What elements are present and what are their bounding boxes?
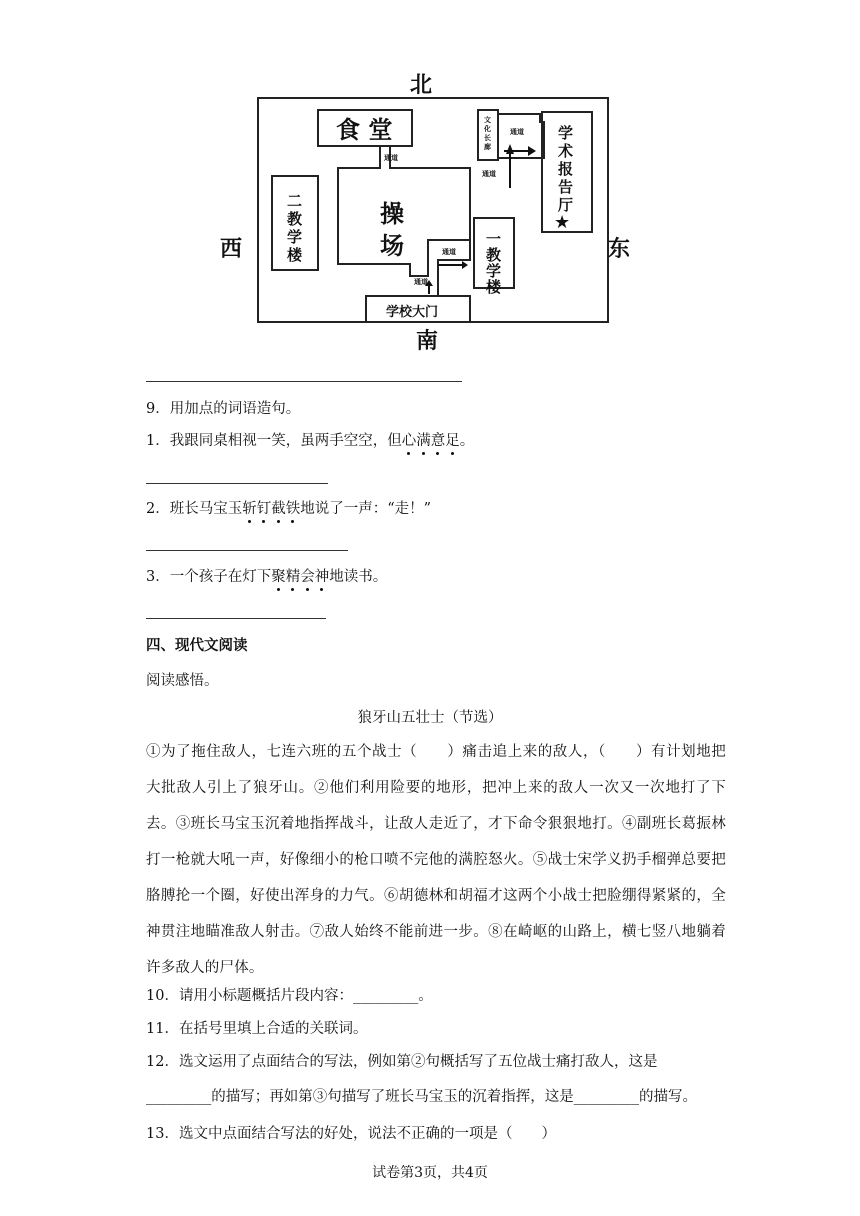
hall-char-4: 告 — [558, 178, 574, 196]
q9-sentence-1 — [146, 431, 474, 451]
south-label: 南 — [416, 328, 439, 354]
building1-char-4: 楼 — [486, 278, 502, 296]
playground-block — [338, 146, 470, 276]
passage-title: 狼牙山五壮士（节选） — [357, 710, 503, 726]
q9-sentence-2 — [146, 499, 431, 519]
corridor-char-4: 廊 — [484, 143, 491, 151]
dotted-char: 截 — [271, 501, 286, 517]
building2-char-1: 二 — [287, 192, 303, 210]
hall-char-2: 术 — [558, 142, 574, 160]
answer-line — [146, 618, 326, 619]
corridor-char-1: 文 — [484, 116, 491, 124]
corridor-char-3: 长 — [484, 134, 491, 142]
section-intro: 阅读感悟。 — [146, 673, 219, 689]
building2-char-2: 教 — [287, 210, 303, 228]
q9-s3-post: 地读书。 — [329, 569, 388, 585]
answer-line — [146, 381, 462, 382]
hall-char-3: 报 — [558, 160, 574, 178]
dotted-char: 斩 — [242, 501, 257, 517]
campus-map — [220, 68, 640, 358]
dotted-char: 心 — [401, 433, 417, 449]
playground-label-1: 操 — [380, 200, 404, 228]
q9-s1-post: 。 — [459, 433, 475, 449]
east-label: 东 — [608, 236, 631, 262]
dotted-char: 满 — [416, 433, 431, 449]
dotted-char: 精 — [285, 569, 301, 585]
building1-char-2: 教 — [486, 246, 502, 264]
question-12-line-1: 12．选文运用了点面结合的写法，例如第②句概括写了五位战士痛打敌人，这是 — [146, 1054, 658, 1070]
page-footer: 试卷第3页，共4页 — [372, 1165, 488, 1181]
passage-label-2: 通道 — [384, 154, 398, 162]
q9-s2-post: 地说了一声：“走！” — [300, 501, 432, 517]
star-icon: ★ — [554, 212, 571, 233]
passage-paragraph: ①为了拖住敌人，七连六班的五个战士（ ）痛击追上来的敌人，（ ）有计划地把大批敌人引上了狼牙山。②他们利用险要的地形，把冲上来的敌人一次又一次地打了下去。③班长马宝玉沉着地指挥战斗，让敌人走近了，才下命令狠狠地打。④副班长葛振林打一枪就大吼一声，好像细小的枪口喷不完他的满腔怒火。⑤战士宋学义扔手榴弹总要把胳膊抡一个圈，好使出浑身的力气。⑥胡德林和胡福才这两个小战士把脸绷得紧紧的，全神贯注地瞄准敌人射击。⑦敌人始终不能前进一步。⑧在崎岖的山路上，横七竖八地躺着许多敌人的尸体。 — [146, 744, 726, 976]
north-label: 北 — [410, 72, 433, 98]
question-10: 10．请用小标题概括片段内容：_________。 — [146, 988, 433, 1004]
building2-char-3: 学 — [287, 228, 303, 246]
building2-char-4: 楼 — [287, 246, 303, 264]
building1-char-1: 一 — [486, 230, 502, 248]
canteen-label: 食 堂 — [336, 116, 393, 144]
section-heading: 四、现代文阅读 — [146, 638, 248, 654]
q9-s1-pre: 1．我跟同桌相视一笑，虽两手空空，但 — [146, 433, 402, 449]
answer-line — [146, 550, 348, 551]
dotted-char: 铁 — [285, 501, 301, 517]
dotted-char: 钉 — [256, 501, 272, 517]
corridor-char-2: 化 — [484, 125, 491, 133]
question-12-line-2: _________的描写；再如第③句描写了班长马宝玉的沉着指挥，这是_________的描写。 — [146, 1089, 697, 1105]
dotted-char: 聚 — [271, 569, 286, 585]
answer-line — [146, 483, 328, 484]
dotted-char: 会 — [300, 569, 315, 585]
passage-label-5: 通道 — [414, 278, 428, 286]
passage-label-1: 通道 — [510, 128, 524, 136]
q9-s2-pre: 2．班长马宝玉 — [146, 501, 243, 517]
building1-char-3: 学 — [486, 262, 502, 280]
q9-sentence-3 — [146, 567, 387, 587]
question-13: 13．选文中点面结合写法的好处，说法不正确的一项是（ ） — [146, 1126, 556, 1142]
hall-char-1: 学 — [558, 124, 574, 142]
dotted-char: 足 — [445, 433, 460, 449]
gate-label: 学校大门 — [386, 305, 439, 320]
q9-s3-pre: 3．一个孩子在灯下 — [146, 569, 272, 585]
hall-char-5: 厅 — [558, 196, 574, 214]
question-11: 11．在括号里填上合适的关联词。 — [146, 1021, 368, 1037]
passage-label-4: 通道 — [442, 248, 456, 256]
question-9: 9．用加点的词语造句。 — [146, 401, 301, 417]
dotted-char: 神 — [314, 569, 330, 585]
playground-label-2: 场 — [380, 232, 404, 260]
west-label: 西 — [220, 236, 243, 262]
dotted-char: 意 — [430, 433, 446, 449]
passage-label-3: 通道 — [482, 170, 496, 178]
campus-boundary — [258, 98, 608, 322]
